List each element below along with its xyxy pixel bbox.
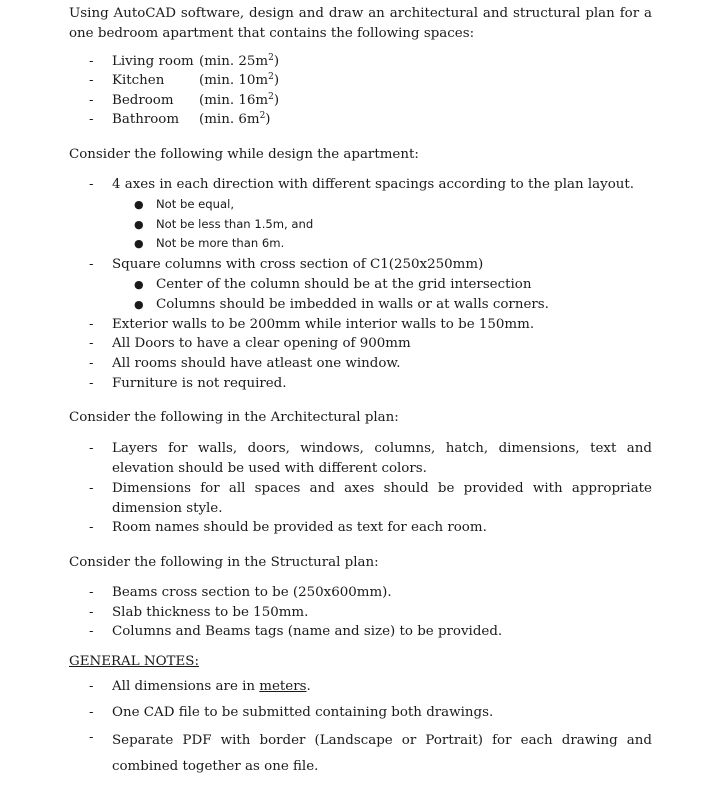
list-dash: - (89, 624, 94, 639)
bullet-icon: ● (134, 278, 144, 291)
list-dash: - (89, 705, 94, 720)
general-notes-heading: GENERAL NOTES: (69, 654, 199, 669)
space-area: (min. 6m (199, 112, 260, 127)
list-dash: - (89, 257, 94, 272)
space-item (112, 91, 279, 110)
space-item (112, 110, 271, 129)
list-dash: - (89, 441, 94, 456)
struct-item: Beams cross section to be (250x600mm). (112, 585, 392, 600)
list-dash: - (89, 73, 94, 88)
space-area: (min. 16m (199, 93, 269, 108)
windows-item: All rooms should have atleast one window. (112, 356, 401, 371)
list-dash: - (89, 376, 94, 391)
walls-item: Exterior walls to be 200mm while interior walls to be 150mm. (112, 317, 535, 332)
list-dash: - (89, 93, 94, 108)
bullet-icon: ● (134, 198, 144, 211)
space-area-close: ) (265, 112, 271, 127)
section-heading-architectural: Consider the following in the Architectural plan: (69, 410, 399, 425)
space-name: Living room (112, 54, 194, 69)
space-area-close: ) (273, 73, 280, 88)
columns-item: Square columns with cross section of C1(250x250mm) (112, 257, 484, 272)
note-dimensions-end: . (306, 679, 311, 694)
section-heading-design: Consider the following while design the apartment: (69, 147, 419, 162)
note-dimensions (112, 677, 311, 696)
list-dash: - (89, 112, 94, 127)
space-area: (min. 25m (199, 54, 269, 69)
space-area-exp: 2 (259, 111, 266, 121)
axes-sub-item: Not be more than 6m. (156, 236, 285, 250)
list-dash: - (89, 177, 94, 192)
space-area-close: ) (273, 54, 280, 69)
furniture-item: Furniture is not required. (112, 376, 287, 391)
list-dash: - (89, 336, 94, 351)
arch-item: Dimensions for all spaces and axes should be provided with appropriate dimension style. (112, 481, 652, 516)
axes-sub-item: Not be less than 1.5m, and (156, 217, 314, 231)
list-dash: - (89, 54, 94, 69)
space-name: Kitchen (112, 73, 165, 88)
list-dash: - (89, 356, 94, 371)
list-dash: - (89, 730, 94, 745)
columns-sub-item: Center of the column should be at the grid intersection (156, 277, 532, 292)
axes-item: 4 axes in each direction with different spacings according to the plan layout. (112, 177, 635, 192)
list-dash: - (89, 520, 94, 535)
bullet-icon: ● (134, 218, 144, 231)
space-item (112, 71, 279, 90)
space-area: (min. 10m (199, 73, 269, 88)
note-cad-file: One CAD file to be submitted containing both drawings. (112, 705, 494, 720)
note-dimensions-text: All dimensions are in (112, 679, 260, 694)
columns-sub-item: Columns should be imbedded in walls or at walls corners. (156, 297, 549, 312)
doors-item: All Doors to have a clear opening of 900mm (112, 336, 411, 351)
note-dimensions-unit: meters (259, 679, 307, 694)
struct-item: Columns and Beams tags (name and size) to be provided. (112, 624, 503, 639)
list-dash: - (89, 585, 94, 600)
arch-item: Layers for walls, doors, windows, columns, hatch, dimensions, text and elevation should be used with different colors. (112, 441, 652, 476)
section-heading-structural: Consider the following in the Structural plan: (69, 555, 379, 570)
space-area-exp: 2 (268, 72, 274, 82)
bullet-icon: ● (134, 298, 144, 311)
bullet-icon: ● (134, 237, 144, 250)
intro-paragraph: Using AutoCAD software, design and draw an architectural and structural plan for a one bedroom apartment that contains the following spaces: (69, 6, 652, 41)
note-pdf: Separate PDF with border (Landscape or Portrait) for each drawing and combined together as one file. (112, 733, 652, 774)
space-area-close: ) (273, 93, 280, 108)
arch-item: Room names should be provided as text for each room. (112, 520, 487, 535)
space-area-exp: 2 (268, 53, 274, 63)
axes-sub-item: Not be equal, (156, 197, 235, 211)
space-area-exp: 2 (268, 92, 274, 102)
list-dash: - (89, 481, 94, 496)
list-dash: - (89, 679, 94, 694)
list-dash: - (89, 317, 94, 332)
space-name: Bathroom (112, 112, 180, 127)
struct-item: Slab thickness to be 150mm. (112, 605, 309, 620)
space-item (112, 52, 279, 71)
list-dash: - (89, 605, 94, 620)
space-name: Bedroom (112, 93, 174, 108)
